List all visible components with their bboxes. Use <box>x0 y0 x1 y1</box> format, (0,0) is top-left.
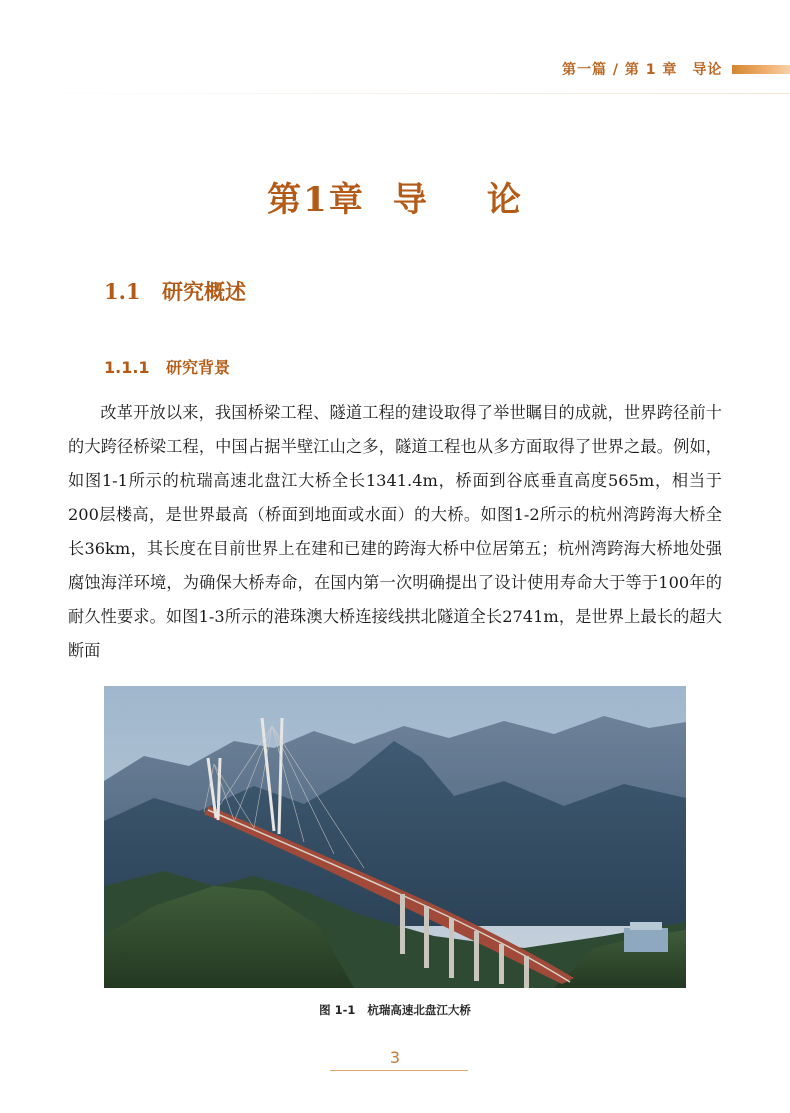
page-number-underline <box>330 1070 468 1071</box>
subsection-title-text: 研究背景 <box>166 358 231 377</box>
running-head-text: 第一篇 / 第 1 章 导论 <box>562 62 723 78</box>
section-number: 1.1 <box>104 279 141 304</box>
section-heading <box>104 276 246 306</box>
header-divider <box>0 93 790 94</box>
running-head <box>520 58 790 80</box>
figure-caption-text: 杭瑞高速北盘江大桥 <box>367 1003 471 1017</box>
chapter-title <box>0 172 790 221</box>
page-header <box>0 0 790 118</box>
chapter-title-part-1: 导 <box>392 180 429 220</box>
subsection-heading <box>104 355 230 378</box>
chapter-title-part-2: 论 <box>486 180 523 220</box>
chapter-label: 第1章 <box>267 180 365 220</box>
page-number: 3 <box>389 1048 401 1067</box>
figure-caption <box>0 1002 790 1018</box>
figure-caption-number: 图 1-1 <box>319 1003 356 1017</box>
section-title-text: 研究概述 <box>162 279 246 304</box>
bridge-photo-illustration <box>104 686 686 988</box>
subsection-number: 1.1.1 <box>104 358 150 377</box>
body-paragraph: 改革开放以来，我国桥梁工程、隧道工程的建设取得了举世瞩目的成就，世界跨径前十的大跨径桥梁工程，中国占据半壁江山之多，隧道工程也从多方面取得了世界之最。例如，如图1-1所示的杭瑞高速北盘江大桥全长1341.4m，桥面到谷底垂直高度565m，相当于200层楼高，是世界最高（桥面到地面或水面）的大桥。如图1-2所示的杭州湾跨海大桥全长36km，其长度在目前世界上在建和已建的跨海大桥中位居第五；杭州湾跨海大桥地处强腐蚀海洋环境，为确保大桥寿命，在国内第一次明确提出了设计使用寿命大于等于100年的耐久性要求。如图1-3所示的港珠澳大桥连接线拱北隧道全长2741m，是世界上最长的超大断面 <box>68 403 722 660</box>
running-head-bar <box>732 65 790 74</box>
bridge-photo <box>104 686 686 988</box>
